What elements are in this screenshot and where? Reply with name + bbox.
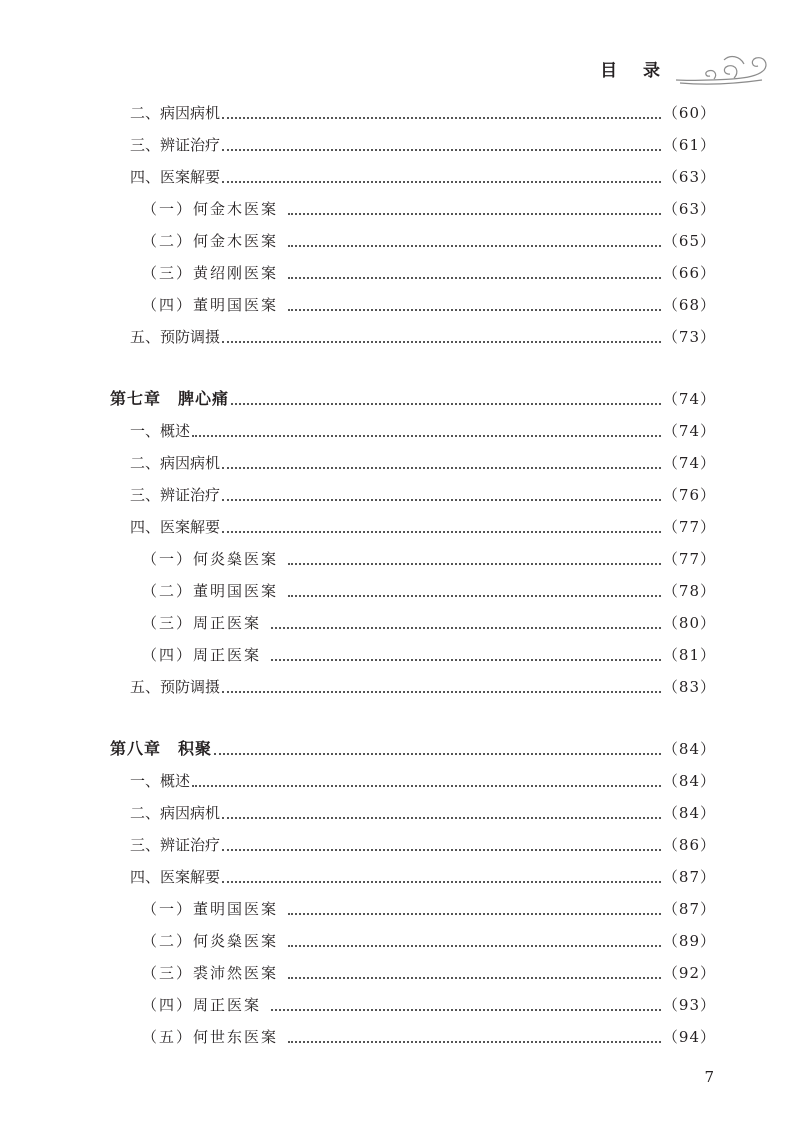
toc-entry-row [110,193,716,225]
toc-page-number: （66） [662,264,716,282]
toc-page-number: （77） [662,550,716,568]
toc-entry-row [110,511,716,543]
toc-page-number: （93） [662,996,716,1014]
toc-entry-title: 五、预防调摄 [130,328,221,346]
toc-entry-title: 五、预防调摄 [130,678,221,696]
toc-page-number: （74） [662,390,716,408]
dot-leader [214,738,661,755]
toc-entry-title: （三）黄绍刚医案 [142,264,279,282]
toc-page-number: （92） [662,964,716,982]
page-number: 7 [704,1068,714,1086]
toc-entry-title: 二、病因病机 [130,104,221,122]
dot-leader [288,230,661,247]
toc-page-number: （80） [662,614,716,632]
toc-entry-title: 一、概述 [130,422,191,440]
dot-leader [222,516,661,533]
toc-page-number: （65） [662,232,716,250]
toc-entry-title: 二、病因病机 [130,804,221,822]
toc-page-number: （73） [662,328,716,346]
toc-entry-title: 二、病因病机 [130,454,221,472]
toc-entry-title: （三）裘沛然医案 [142,964,279,982]
toc-chapter-row [110,383,716,415]
toc-entry-row [110,989,716,1021]
dot-leader [192,770,661,787]
dot-leader [288,548,661,565]
toc-page-number: （74） [662,454,716,472]
chapter-title: 第七章 脾心痛 [110,389,230,408]
dot-leader [222,134,661,151]
toc-entry-title: （一）何金木医案 [142,200,279,218]
toc-entry-title: （三）周正医案 [142,614,262,632]
dot-leader [222,484,661,501]
toc-entry-row [110,257,716,289]
toc-entry-row [110,97,716,129]
dot-leader [271,612,661,629]
toc-page-number: （87） [662,900,716,918]
toc-entry-row [110,765,716,797]
toc-entry-title: （一）何炎燊医案 [142,550,279,568]
dot-leader [288,898,661,915]
toc-page-number: （84） [662,804,716,822]
toc-page-number: （63） [662,200,716,218]
toc-page-number: （84） [662,740,716,758]
dot-leader [288,198,661,215]
dot-leader [222,326,661,343]
toc-entry-row [110,447,716,479]
toc-entry-title: （五）何世东医案 [142,1028,279,1046]
toc-page-number: （74） [662,422,716,440]
page-header [600,50,770,90]
chapter-title: 第八章 积聚 [110,739,213,758]
dot-leader [288,262,661,279]
toc-page-number: （84） [662,772,716,790]
dot-leader [231,388,661,405]
toc-entry-row [110,289,716,321]
toc-page-number: （63） [662,168,716,186]
toc-entry-title: （四）周正医案 [142,996,262,1014]
toc-entry-row [110,321,716,353]
toc-entry-row [110,161,716,193]
toc-entry-title: 四、医案解要 [130,168,221,186]
toc-entry-title: （二）何炎燊医案 [142,932,279,950]
toc-entry-title: 三、辨证治疗 [130,486,221,504]
toc-entry-row [110,797,716,829]
toc-entry-title: （四）周正医案 [142,646,262,664]
toc-page-number: （68） [662,296,716,314]
toc-entry-title: （一）董明国医案 [142,900,279,918]
dot-leader [222,166,661,183]
toc-page-number: （61） [662,136,716,154]
toc-page-number: （83） [662,678,716,696]
toc-entry-row [110,575,716,607]
dot-leader [222,834,661,851]
toc-page-number: （94） [662,1028,716,1046]
dot-leader [288,1026,661,1043]
dot-leader [288,962,661,979]
toc-chapter-row [110,733,716,765]
toc-entry-row [110,479,716,511]
toc-entry-title: 三、辨证治疗 [130,136,221,154]
toc-entry-row [110,639,716,671]
toc-entry-row [110,861,716,893]
toc-page-number: （77） [662,518,716,536]
header-title: 目 录 [600,61,670,81]
toc-entry-title: 一、概述 [130,772,191,790]
dot-leader [222,676,661,693]
dot-leader [271,994,661,1011]
toc-entry-row [110,543,716,575]
toc-entry-row [110,129,716,161]
toc-page-number: （81） [662,646,716,664]
dot-leader [271,644,661,661]
cloud-icon [674,50,770,86]
toc-entry-row [110,829,716,861]
toc-page-number: （87） [662,868,716,886]
dot-leader [288,580,661,597]
table-of-contents [110,97,716,1053]
toc-entry-row [110,957,716,989]
toc-page-number: （78） [662,582,716,600]
toc-entry-row [110,415,716,447]
toc-entry-row [110,1021,716,1053]
dot-leader [222,802,661,819]
toc-entry-title: 四、医案解要 [130,518,221,536]
dot-leader [288,294,661,311]
toc-entry-title: 三、辨证治疗 [130,836,221,854]
toc-page-number: （60） [662,104,716,122]
toc-entry-title: （二）何金木医案 [142,232,279,250]
toc-entry-title: 四、医案解要 [130,868,221,886]
dot-leader [222,102,661,119]
dot-leader [192,420,661,437]
toc-entry-title: （二）董明国医案 [142,582,279,600]
toc-entry-row [110,671,716,703]
toc-entry-title: （四）董明国医案 [142,296,279,314]
toc-entry-row [110,607,716,639]
toc-entry-row [110,925,716,957]
toc-page-number: （86） [662,836,716,854]
toc-entry-row [110,893,716,925]
toc-entry-row [110,225,716,257]
dot-leader [222,452,661,469]
dot-leader [288,930,661,947]
toc-page-number: （76） [662,486,716,504]
toc-page-number: （89） [662,932,716,950]
dot-leader [222,866,661,883]
